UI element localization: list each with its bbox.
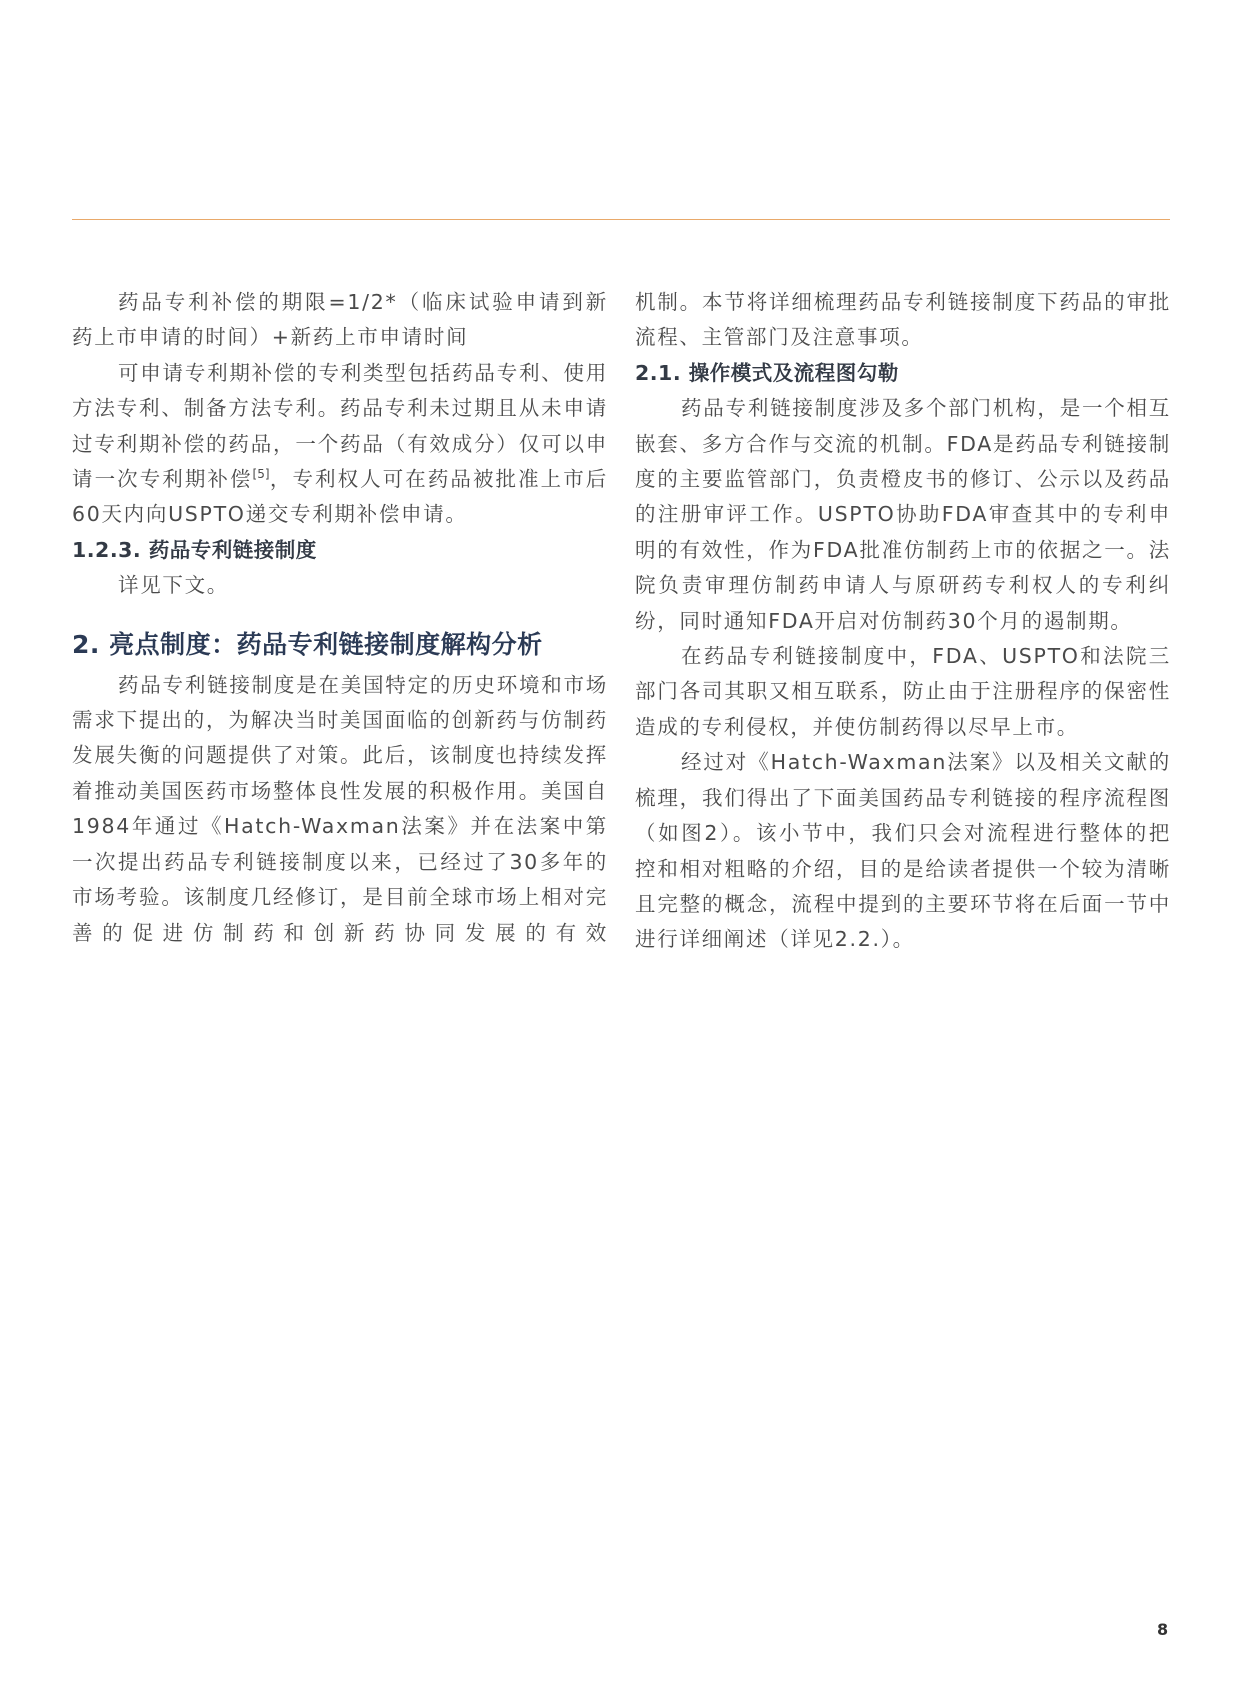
header-divider [72, 219, 1170, 220]
subheading-2-1: 2.1. 操作模式及流程图勾勒 [635, 360, 899, 385]
paragraph-flowchart-intro: 经过对《Hatch-Waxman法案》以及相关文献的梳理，我们得出了下面美国药品专利链接的程序流程图（如图2）。该小节中，我们只会对流程进行整体的把控和相对粗略的介绍，目的是给读者提供一个较为清晰且完整的概念，流程中提到的主要环节将在后面一节中进行详细阐述（详见2.2.）。 [635, 750, 1171, 952]
section-heading-2: 2. 亮点制度：药品专利链接制度解构分析 [72, 629, 543, 659]
paragraph-continuation: 机制。本节将详细梳理药品专利链接制度下药品的审批流程、主管部门及注意事项。 [635, 290, 1171, 350]
left-column [72, 285, 608, 951]
paragraph-see-below: 详见下文。 [118, 573, 229, 598]
citation-reference: [5] [252, 467, 270, 482]
paragraph-linkage-background: 药品专利链接制度是在美国特定的历史环境和市场需求下提出的，为解决当时美国面临的创新药与仿制药发展失衡的问题提供了对策。此后，该制度也持续发挥着推动美国医药市场整体良性发展的积极作用。美国自1984年通过《Hatch-Waxman法案》并在法案中第一次提出药品专利链接制度以来，已经过了30多年的市场考验。该制度几经修订，是目前全球市场上相对完善的促进仿制药和创新药协同发展的有效 [72, 672, 608, 945]
paragraph-departments: 药品专利链接制度涉及多个部门机构，是一个相互嵌套、多方合作与交流的机制。FDA是药品专利链接制度的主要监管部门，负责橙皮书的修订、公示以及药品的注册审评工作。USPTO协助FDA审查其中的专利申明的有效性，作为FDA批准仿制药上市的依据之一。法院负责审理仿制药申请人与原研药专利权人的专利纠纷，同时通知FDA开启对仿制药30个月的遏制期。 [635, 396, 1171, 633]
paragraph-patent-types-text-b: ，专利权人可在药品被批准上市后60天内向USPTO递交专利期补偿申请。 [72, 467, 609, 527]
paragraph-patent-types-text-a: 可申请专利期补偿的专利类型包括药品专利、使用方法专利、制备方法专利。药品专利未过期且从未申请过专利期补偿的药品，一个药品（有效成分）仅可以申请一次专利期补偿 [72, 360, 608, 492]
subheading-1-2-3: 1.2.3. 药品专利链接制度 [72, 537, 317, 562]
paragraph-patent-types [72, 356, 608, 533]
page-number: 8 [1157, 1620, 1169, 1639]
right-column [635, 285, 1171, 958]
paragraph-three-departments: 在药品专利链接制度中，FDA、USPTO和法院三部门各司其职又相互联系，防止由于注册程序的保密性造成的专利侵权，并使仿制药得以尽早上市。 [635, 644, 1171, 739]
paragraph-compensation-formula: 药品专利补偿的期限=1/2*（临床试验申请到新药上市申请的时间）+新药上市申请时间 [72, 290, 608, 350]
